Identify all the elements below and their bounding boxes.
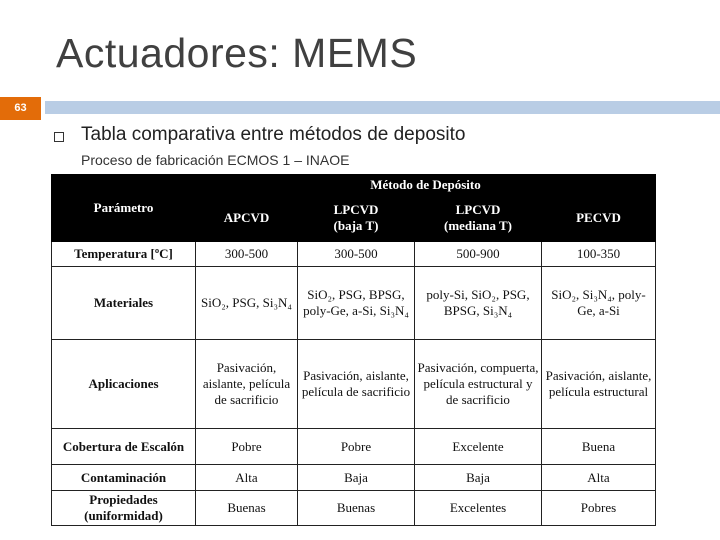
table-cell: Pasivación, aislante, película estructural bbox=[542, 340, 656, 429]
method-name: LPCVD bbox=[333, 201, 379, 217]
row-label: Contaminación bbox=[52, 465, 196, 490]
method-name: PECVD bbox=[576, 209, 621, 225]
comparison-table bbox=[51, 174, 656, 526]
method-header bbox=[298, 195, 415, 242]
table-cell: Buenas bbox=[298, 490, 415, 525]
table-cell: Pasivación, aislante, película de sacrificio bbox=[298, 340, 415, 429]
header-bar bbox=[0, 97, 720, 120]
slide-title: Actuadores: MEMS bbox=[56, 30, 418, 76]
table-cell: 300-500 bbox=[196, 242, 298, 267]
row-label: Propiedades (uniformidad) bbox=[52, 490, 196, 525]
table-cell: Pobre bbox=[298, 428, 415, 464]
method-header bbox=[542, 195, 656, 242]
table-row bbox=[52, 340, 656, 429]
table-row bbox=[52, 465, 656, 490]
table-cell: SiO₂, PSG, BPSG, poly-Ge, a-Si, Si₃N₄ bbox=[298, 267, 415, 340]
table-row bbox=[52, 267, 656, 340]
table-cell: Pasivación, compuerta, película estructural y de sacrificio bbox=[415, 340, 542, 429]
table-cell: SiO₂, Si₃N₄, poly-Ge, a-Si bbox=[542, 267, 656, 340]
subtitle-text: Proceso de fabricación ECMOS 1 – INAOE bbox=[81, 152, 350, 168]
table-row bbox=[52, 490, 656, 525]
method-sub: (baja T) bbox=[333, 217, 379, 233]
table-row bbox=[52, 242, 656, 267]
method-header bbox=[415, 195, 542, 242]
square-bullet-icon bbox=[54, 132, 64, 142]
bullet-text: Tabla comparativa entre métodos de deposito bbox=[81, 124, 466, 145]
table-cell: Pobre bbox=[196, 428, 298, 464]
table-cell: 300-500 bbox=[298, 242, 415, 267]
table-cell: 100-350 bbox=[542, 242, 656, 267]
table-cell: Baja bbox=[415, 465, 542, 490]
table-cell: Alta bbox=[542, 465, 656, 490]
row-label: Cobertura de Escalón bbox=[52, 428, 196, 464]
header-rule bbox=[45, 101, 720, 114]
method-header bbox=[196, 195, 298, 242]
table-cell: Excelente bbox=[415, 428, 542, 464]
table-cell: 500-900 bbox=[415, 242, 542, 267]
table-cell: Buenas bbox=[196, 490, 298, 525]
param-header: Parámetro bbox=[52, 175, 196, 242]
row-label: Materiales bbox=[52, 267, 196, 340]
table-cell: Excelentes bbox=[415, 490, 542, 525]
method-name: LPCVD bbox=[455, 201, 501, 217]
page-number: 63 bbox=[0, 97, 41, 120]
method-name: APCVD bbox=[223, 209, 270, 225]
table-cell: poly-Si, SiO₂, PSG, BPSG, Si₃N₄ bbox=[415, 267, 542, 340]
row-label: Aplicaciones bbox=[52, 340, 196, 429]
table-cell: SiO₂, PSG, Si₃N₄ bbox=[196, 267, 298, 340]
table-cell: Pobres bbox=[542, 490, 656, 525]
table-row bbox=[52, 428, 656, 464]
table-cell: Buena bbox=[542, 428, 656, 464]
method-sub: (mediana T) bbox=[443, 217, 512, 233]
row-label: Temperatura [ºC] bbox=[52, 242, 196, 267]
table-cell: Alta bbox=[196, 465, 298, 490]
table-cell: Baja bbox=[298, 465, 415, 490]
method-group-header: Método de Depósito bbox=[196, 175, 656, 195]
table-cell: Pasivación, aislante, película de sacrificio bbox=[196, 340, 298, 429]
